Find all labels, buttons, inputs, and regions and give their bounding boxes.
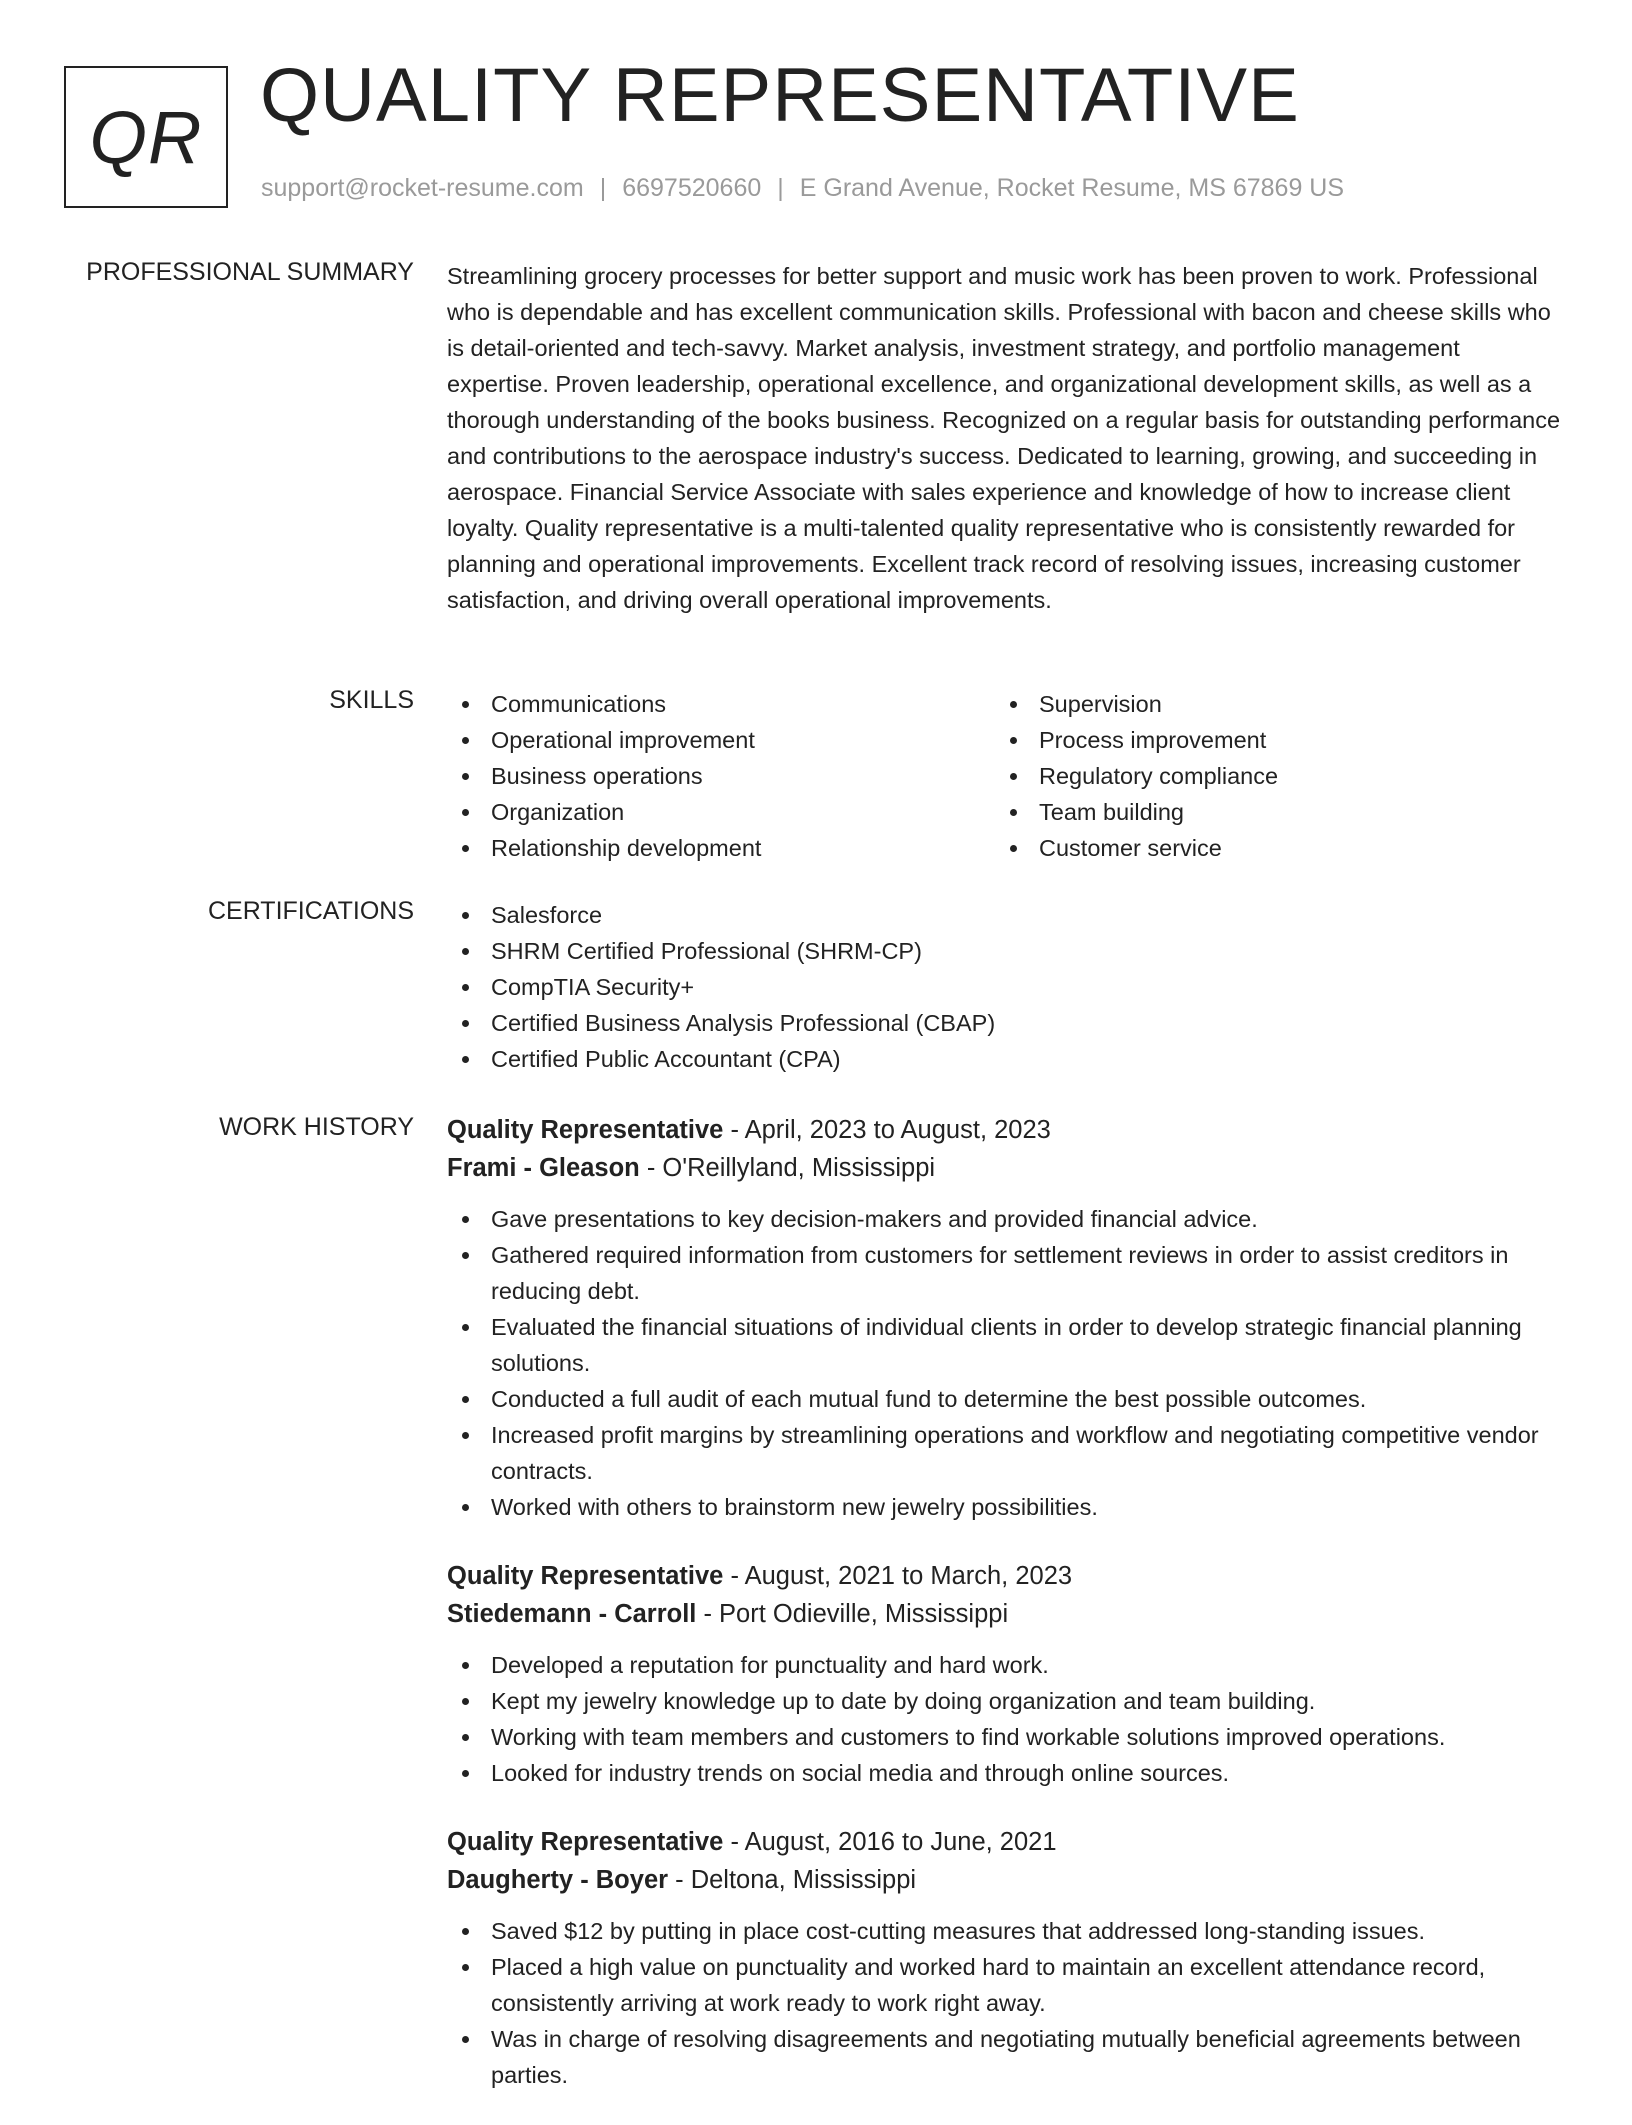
job-bullets — [447, 1201, 1567, 1525]
monogram-badge: QR — [64, 66, 228, 208]
job-entry — [447, 1823, 1567, 2093]
skill-item: Operational improvement — [447, 722, 995, 758]
contact-line — [261, 174, 1344, 203]
certification-item: SHRM Certified Professional (SHRM-CP) — [447, 933, 1567, 969]
skills-grid — [447, 686, 1567, 866]
job-dates: - April, 2023 to August, 2023 — [723, 1116, 1051, 1144]
job-title-line — [447, 1111, 1567, 1149]
job-title: Quality Representative — [447, 1562, 724, 1590]
job-bullet: Saved $12 by putting in place cost-cutting measures that addressed long-standing issues. — [447, 1913, 1567, 1949]
certification-item: CompTIA Security+ — [447, 969, 1567, 1005]
job-bullets — [447, 1913, 1567, 2093]
job-title: Quality Representative — [447, 1116, 724, 1144]
contact-separator: | — [599, 174, 607, 202]
job-title-line — [447, 1557, 1567, 1595]
work-history-heading: WORK HISTORY — [219, 1113, 414, 1141]
skill-item: Organization — [447, 794, 995, 830]
contact-address: E Grand Avenue, Rocket Resume, MS 67869 US — [799, 174, 1345, 202]
skills-list-left — [447, 686, 995, 866]
job-bullet: Gave presentations to key decision-makers and provided financial advice. — [447, 1201, 1567, 1237]
job-title: Quality Representative — [447, 1828, 724, 1856]
job-bullets — [447, 1647, 1567, 1791]
skill-item: Supervision — [995, 686, 1543, 722]
job-company-line — [447, 1595, 1567, 1633]
job-bullet: Evaluated the financial situations of individual clients in order to develop strategic financial planning solutions. — [447, 1309, 1567, 1381]
job-bullet: Placed a high value on punctuality and worked hard to maintain an excellent attendance record, consistently arriving at work ready to work right away. — [447, 1949, 1567, 2021]
job-bullet: Looked for industry trends on social media and through online sources. — [447, 1755, 1567, 1791]
skills-section — [447, 686, 1567, 866]
job-dates: - August, 2016 to June, 2021 — [723, 1828, 1057, 1856]
job-location: - Deltona, Mississippi — [668, 1866, 917, 1894]
job-title-line — [447, 1823, 1567, 1861]
skill-item: Team building — [995, 794, 1543, 830]
job-entry — [447, 1557, 1567, 1791]
job-bullet: Developed a reputation for punctuality and hard work. — [447, 1647, 1567, 1683]
job-bullet: Increased profit margins by streamlining operations and workflow and negotiating competitive vendor contracts. — [447, 1417, 1567, 1489]
skill-item: Customer service — [995, 830, 1543, 866]
summary-section — [447, 258, 1567, 618]
job-company: Stiedemann - Carroll — [447, 1600, 697, 1628]
summary-text: Streamlining grocery processes for better support and music work has been proven to work. Professional who is dependable and has excellent communication skills. Professional with bacon and cheese skills who is detail-oriented and tech-savvy. Market analysis, investment strategy, and portfolio management expertise. Proven leadership, operational excellence, and organizational development skills, as well as a thorough understanding of the books business. Recognized on a regular basis for outstanding performance and contributions to the aerospace industry's success. Dedicated to learning, growing, and succeeding in aerospace. Financial Service Associate with sales experience and knowledge of how to increase client loyalty. Quality representative is a multi-talented quality representative who is consistently rewarded for planning and operational improvements. Excellent track record of resolving issues, increasing customer satisfaction, and driving overall operational improvements. — [447, 263, 1561, 613]
job-company-line — [447, 1861, 1567, 1899]
certification-item: Certified Public Accountant (CPA) — [447, 1041, 1567, 1077]
job-company: Frami - Gleason — [447, 1154, 640, 1182]
job-bullet: Was in charge of resolving disagreements and negotiating mutually beneficial agreements between parties. — [447, 2021, 1567, 2093]
job-company-line — [447, 1149, 1567, 1187]
job-bullet: Worked with others to brainstorm new jewelry possibilities. — [447, 1489, 1567, 1525]
certifications-section — [447, 897, 1567, 1077]
job-bullet: Kept my jewelry knowledge up to date by doing organization and team building. — [447, 1683, 1567, 1719]
job-dates: - August, 2021 to March, 2023 — [723, 1562, 1073, 1590]
job-location: - O'Reillyland, Mississippi — [639, 1154, 936, 1182]
certifications-list — [447, 897, 1567, 1077]
job-location: - Port Odieville, Mississippi — [696, 1600, 1009, 1628]
summary-heading: PROFESSIONAL SUMMARY — [86, 258, 414, 286]
job-bullet: Conducted a full audit of each mutual fund to determine the best possible outcomes. — [447, 1381, 1567, 1417]
job-company: Daugherty - Boyer — [447, 1866, 669, 1894]
skills-heading: SKILLS — [329, 686, 414, 714]
contact-separator: | — [777, 174, 784, 202]
contact-phone[interactable]: 6697520660 — [622, 174, 762, 202]
contact-email[interactable]: support@rocket-resume.com — [261, 174, 584, 202]
skill-item: Relationship development — [447, 830, 995, 866]
skill-item: Regulatory compliance — [995, 758, 1543, 794]
certification-item: Salesforce — [447, 897, 1567, 933]
skill-item: Business operations — [447, 758, 995, 794]
job-bullet: Gathered required information from customers for settlement reviews in order to assist creditors in reducing debt. — [447, 1237, 1567, 1309]
resume-title: QUALITY REPRESENTATIVE — [260, 53, 1300, 138]
skill-item: Communications — [447, 686, 995, 722]
job-entry — [447, 1111, 1567, 1525]
certifications-heading: CERTIFICATIONS — [207, 897, 414, 925]
job-bullet: Working with team members and customers to find workable solutions improved operations. — [447, 1719, 1567, 1755]
skills-list-right — [995, 686, 1543, 866]
work-history-section — [447, 1111, 1567, 2125]
skill-item: Process improvement — [995, 722, 1543, 758]
certification-item: Certified Business Analysis Professional (CBAP) — [447, 1005, 1567, 1041]
